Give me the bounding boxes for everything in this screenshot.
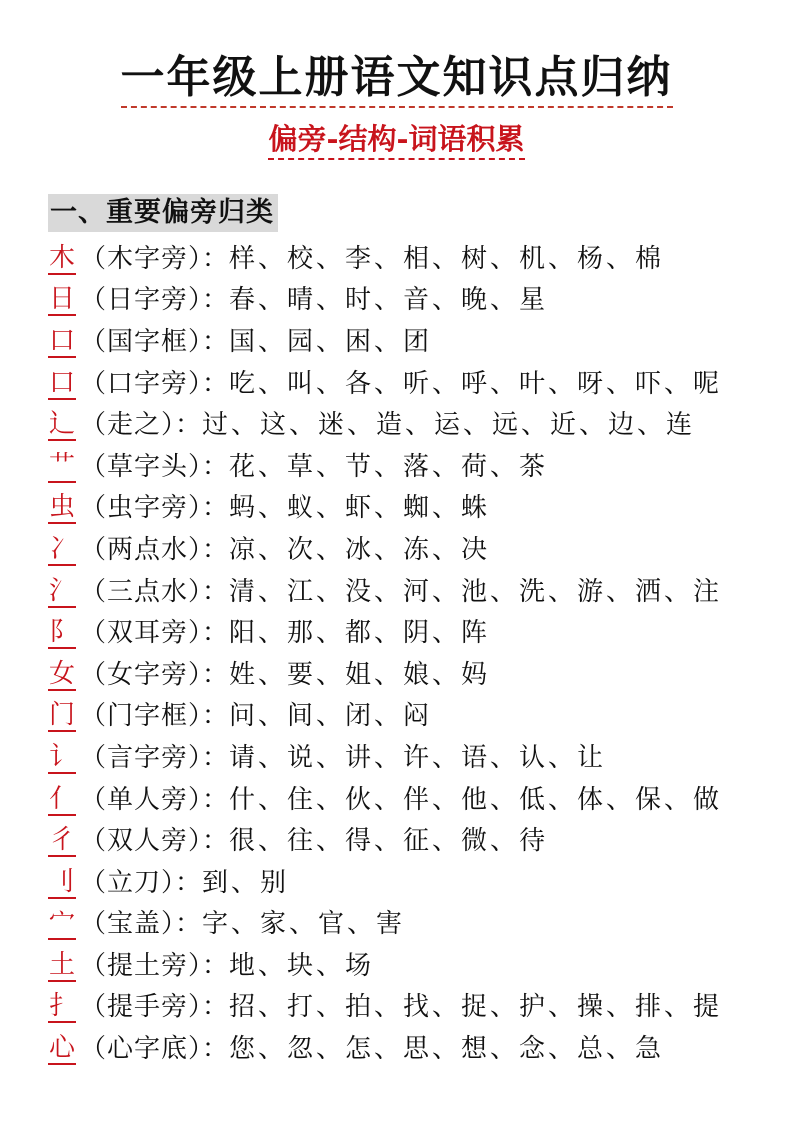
- radical-name: （女字旁）：: [80, 659, 230, 690]
- radical: 艹: [48, 450, 75, 481]
- radical: 辶: [48, 409, 75, 440]
- example-characters: 春、晴、时、音、晚、星: [229, 285, 549, 316]
- radical-row: [48, 654, 722, 696]
- radical-row: [48, 446, 722, 488]
- radical: 阝: [48, 617, 75, 648]
- radical-name: （立刀）：: [80, 867, 203, 898]
- radical-row: [48, 820, 722, 862]
- radical-name: （心字底）：: [80, 1034, 230, 1065]
- radical-row: [48, 529, 722, 571]
- example-characters: 招、打、拍、找、捉、护、操、排、提: [229, 992, 723, 1023]
- example-characters: 吃、叫、各、听、呼、叶、呀、吓、呢: [229, 368, 723, 399]
- radical-row: [48, 238, 722, 280]
- radical: 讠: [48, 741, 75, 772]
- document-subtitle: [0, 120, 793, 160]
- radical: 日: [48, 284, 75, 315]
- document-title: [0, 52, 793, 108]
- radical: 亻: [48, 783, 75, 814]
- radical-name: （提手旁）：: [80, 992, 230, 1023]
- radical-row: [48, 404, 722, 446]
- example-characters: 凉、次、冰、冻、决: [229, 534, 491, 565]
- radical-name: （虫字旁）：: [80, 493, 230, 524]
- radical-list: [48, 238, 722, 1070]
- title-text: 一年级上册语文知识点归纳: [121, 52, 673, 108]
- example-characters: 过、这、迷、造、运、远、近、边、连: [202, 410, 696, 441]
- radical-name: （国字框）：: [80, 326, 230, 357]
- subtitle-text: 偏旁-结构-词语积累: [268, 120, 524, 160]
- radical-name: （门字框）：: [80, 701, 230, 732]
- radical: 扌: [48, 991, 75, 1022]
- radical: 宀: [48, 908, 75, 939]
- radical-row: [48, 363, 722, 405]
- radical-name: （木字旁）：: [80, 243, 230, 274]
- radical-name: （两点水）：: [80, 534, 230, 565]
- radical-name: （宝盖）：: [80, 909, 203, 940]
- example-characters: 您、忽、怎、思、想、念、总、急: [229, 1034, 665, 1065]
- radical-row: [48, 571, 722, 613]
- example-characters: 地、块、场: [229, 950, 375, 981]
- radical-row: [48, 904, 722, 946]
- radical-row: [48, 1028, 722, 1070]
- radical: 门: [48, 700, 75, 731]
- example-characters: 姓、要、姐、娘、妈: [229, 659, 491, 690]
- example-characters: 请、说、讲、许、语、认、让: [229, 742, 607, 773]
- example-characters: 字、家、官、害: [202, 909, 406, 940]
- example-characters: 什、住、伙、伴、他、低、体、保、做: [229, 784, 723, 815]
- radical-name: （提土旁）：: [80, 950, 230, 981]
- radical-name: （三点水）：: [80, 576, 230, 607]
- radical-row: [48, 612, 722, 654]
- radical-row: [48, 737, 722, 779]
- radical-name: （走之）：: [80, 410, 203, 441]
- radical-name: （口字旁）：: [80, 368, 230, 399]
- radical-row: [48, 696, 722, 738]
- example-characters: 样、校、李、相、树、机、杨、棉: [229, 243, 665, 274]
- example-characters: 问、间、闭、闷: [229, 701, 433, 732]
- radical-row: [48, 945, 722, 987]
- radical-row: [48, 862, 722, 904]
- radical-row: [48, 488, 722, 530]
- example-characters: 阳、那、都、阴、阵: [229, 618, 491, 649]
- radical: 口: [48, 367, 75, 398]
- radical: 女: [48, 658, 75, 689]
- example-characters: 清、江、没、河、池、洗、游、洒、注: [229, 576, 723, 607]
- example-characters: 花、草、节、落、荷、茶: [229, 451, 549, 482]
- radical: 氵: [48, 575, 75, 606]
- radical: 心: [48, 1033, 75, 1064]
- radical-name: （日字旁）：: [80, 285, 230, 316]
- radical-row: [48, 280, 722, 322]
- section-heading: 一、重要偏旁归类: [48, 194, 278, 232]
- radical: 木: [48, 242, 75, 273]
- example-characters: 很、往、得、征、微、待: [229, 826, 549, 857]
- radical: 虫: [48, 492, 75, 523]
- radical-row: [48, 321, 722, 363]
- radical-name: （单人旁）：: [80, 784, 230, 815]
- radical: 刂: [48, 866, 75, 897]
- radical-name: （草字头）：: [80, 451, 230, 482]
- example-characters: 蚂、蚁、虾、蜘、蛛: [229, 493, 491, 524]
- radical-name: （双人旁）：: [80, 826, 230, 857]
- radical: 冫: [48, 533, 75, 564]
- example-characters: 国、园、困、团: [229, 326, 433, 357]
- radical-name: （双耳旁）：: [80, 618, 230, 649]
- radical-row: [48, 779, 722, 821]
- radical-row: [48, 987, 722, 1029]
- radical: 彳: [48, 825, 75, 856]
- radical: 土: [48, 949, 75, 980]
- radical-name: （言字旁）：: [80, 742, 230, 773]
- example-characters: 到、别: [202, 867, 290, 898]
- radical: 口: [48, 325, 75, 356]
